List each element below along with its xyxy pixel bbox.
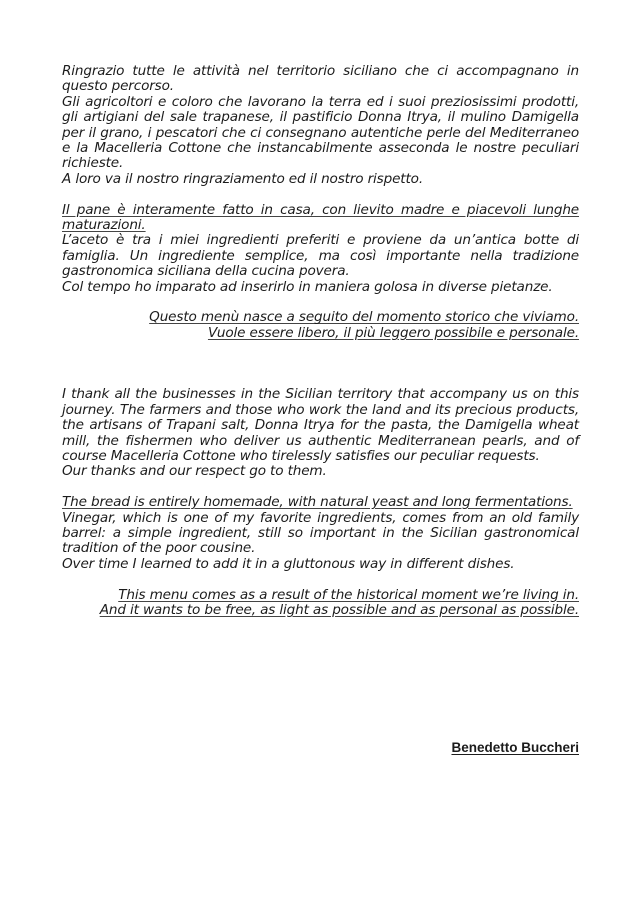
english-thanks-respect: Our thanks and our respect go to them. <box>62 463 327 480</box>
spacer <box>62 572 579 587</box>
english-vinegar-statement: Vinegar, which is one of my favorite ingredients, comes from an old family barrel: a simple ingredient, still so important in the Sicilian gastronomical tradition of the poor cousine. <box>62 509 579 557</box>
italian-quote-line-2 <box>62 326 579 341</box>
menu-intro-page <box>62 64 579 618</box>
english-time-statement: Over time I learned to add it in a gluttonous way in different dishes. <box>62 555 515 572</box>
italian-bread-text: Il pane è interamente fatto in casa, con lievito madre e piacevoli lunghe maturazioni. <box>62 201 579 234</box>
italian-thanks-respect: A loro va il nostro ringraziamento ed il nostro rispetto. <box>62 170 423 187</box>
spacer <box>62 295 579 310</box>
english-bread-statement <box>62 495 579 510</box>
english-bread-text: The bread is entirely homemade, with natural yeast and long fermentations. <box>62 494 573 511</box>
english-section <box>62 387 579 618</box>
english-quote-line-1 <box>62 588 579 603</box>
italian-vinegar-statement: L’aceto è tra i miei ingredienti preferiti e proviene da un’antica botte di famiglia. Un ingrediente semplice, ma così importante nella tradizione gastronomica siciliana della cucina povera. <box>62 232 579 280</box>
italian-quote-line-1 <box>62 310 579 325</box>
signature: Benedetto Buccheri <box>451 740 579 755</box>
english-quote-line-1-text: This menu comes as a result of the historical moment we’re living in. <box>118 586 579 603</box>
italian-thanks-suppliers: Gli agricoltori e coloro che lavorano la terra ed i suoi preziosissimi prodotti, gli artigiani del sale trapanese, il pastificio Donna Itrya, il mulino Damigella per il grano, i pescatori che ci consegnano autentiche perle del Mediterraneo e la Macelleria Cottone che instancabilmente asseconda le nostre peculiari richieste. <box>62 93 579 172</box>
spacer <box>62 480 579 495</box>
italian-bread-statement <box>62 203 579 234</box>
italian-thanks-intro: Ringrazio tutte le attività nel territorio siciliano che ci accompagnano in questo percorso. <box>62 63 579 95</box>
italian-section <box>62 64 579 341</box>
english-thanks-intro: I thank all the businesses in the Sicilian territory that accompany us on this journey. The farmers and those who work the land and its precious products, the artisans of Trapani salt, Donna Itrya for the pasta, the Damigella wheat mill, the fishermen who deliver us authentic Mediterranean pearls, and of course Macelleria Cottone who tirelessly satisfies our peculiar requests. <box>62 386 579 464</box>
italian-quote-line-1-text: Questo menù nasce a seguito del momento storico che viviamo. <box>149 309 579 326</box>
italian-quote-line-2-text: Vuole essere libero, il più leggero possibile e personale. <box>207 324 579 341</box>
english-quote-line-2 <box>62 603 579 618</box>
italian-time-statement: Col tempo ho imparato ad inserirlo in maniera golosa in diverse pietanze. <box>62 278 553 295</box>
spacer <box>62 187 579 202</box>
section-divider-space <box>62 341 579 387</box>
english-quote-line-2-text: And it wants to be free, as light as possible and as personal as possible. <box>99 601 579 618</box>
